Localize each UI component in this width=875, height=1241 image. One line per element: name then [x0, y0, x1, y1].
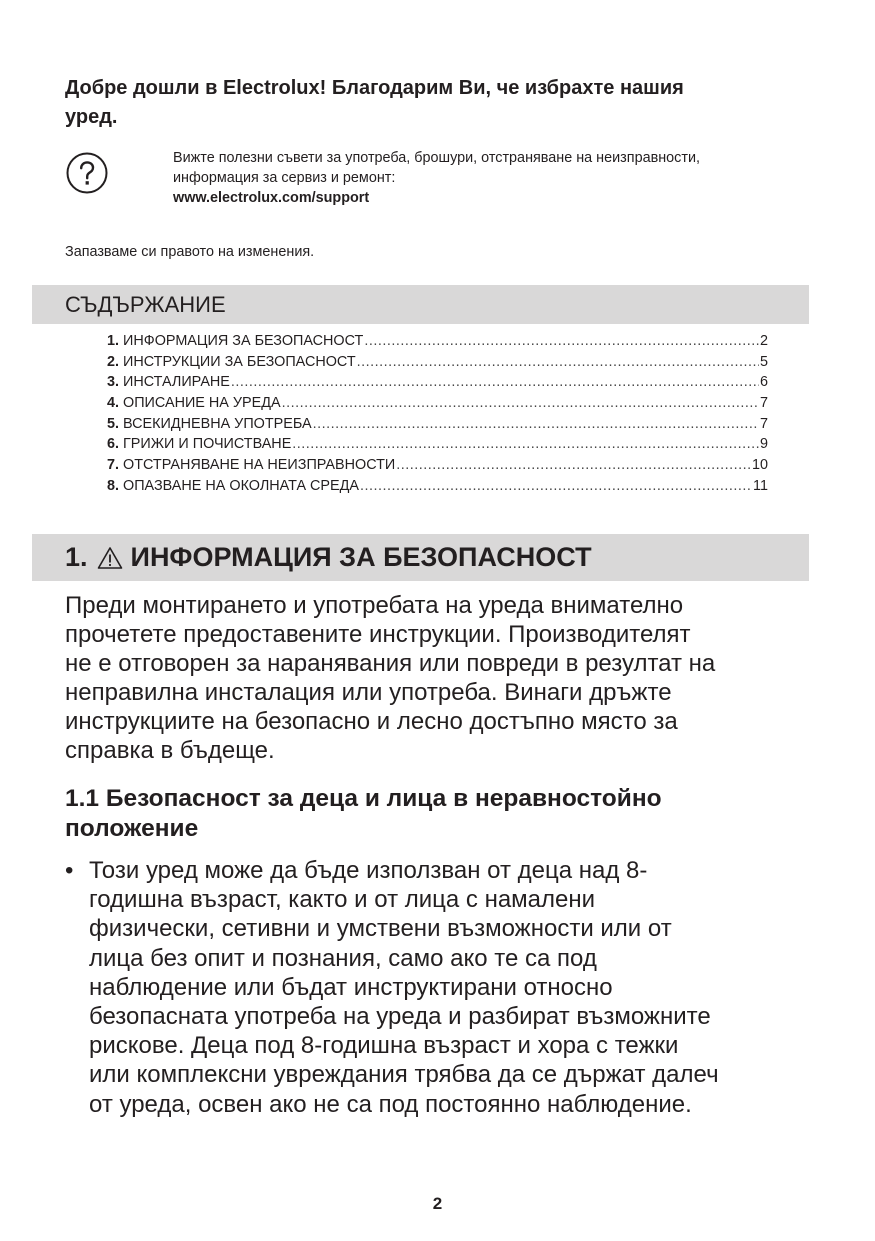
toc-leader-dots — [364, 333, 759, 349]
toc-item-number: 5. — [107, 415, 120, 432]
subsection-title-line: 1.1 Безопасност за деца и лица в неравностойно — [65, 785, 662, 812]
intro-line: справка в бъдеще. — [65, 737, 275, 764]
toc-item-page: 2 — [759, 333, 768, 349]
intro-line: не е отговорен за наранявания или повреди в резултат на — [65, 650, 716, 677]
page-number: 2 — [432, 1194, 443, 1213]
bullet-line: или комплексни увреждания трябва да се държат далеч — [89, 1061, 719, 1089]
toc-item[interactable] — [107, 436, 768, 457]
intro-line: неправилна инсталация или употреба. Винаги дръжте — [65, 679, 672, 706]
toc-item-number: 7. — [107, 457, 120, 474]
section-title — [65, 542, 592, 573]
bullet-text — [89, 856, 719, 1119]
toc-item-label: ОПАЗВАНЕ НА ОКОЛНАТА СРЕДА — [123, 477, 359, 494]
toc-leader-dots — [396, 457, 751, 473]
toc-leader-dots — [282, 395, 759, 411]
toc-item-label: ИНСТАЛИРАНЕ — [123, 374, 230, 391]
intro-line: прочетете предоставените инструкции. Производителят — [65, 621, 691, 648]
intro-line: инструкциите на безопасно и лесно достъпно място за — [65, 708, 678, 735]
toc-item-number: 3. — [107, 374, 120, 391]
welcome-line-1: Добре дошли в Electrolux! Благодарим Ви, че избрахте нашия — [65, 77, 684, 99]
toc-item[interactable] — [107, 395, 768, 416]
toc-item-page: 11 — [753, 477, 768, 494]
toc-item[interactable] — [107, 457, 768, 478]
toc-item-number: 2. — [107, 353, 120, 370]
toc-item[interactable] — [107, 374, 768, 395]
bullet-line: безопасната употреба на уреда и разбират възможните — [89, 1003, 711, 1031]
toc-item-number: 1. — [107, 333, 120, 349]
toc-item-label: ВСЕКИДНЕВНА УПОТРЕБА — [123, 415, 312, 432]
toc-item-page: 5 — [759, 353, 768, 370]
toc-leader-dots — [360, 478, 752, 494]
bullet-line: рискове. Деца под 8-годишна възраст и хора с тежки — [89, 1032, 679, 1060]
toc-item-label: ОТСТРАНЯВАНЕ НА НЕИЗПРАВНОСТИ — [123, 457, 396, 474]
bullet-line: физически, сетивни и умствени възможности или от — [89, 915, 672, 943]
bullet-line: лица без опит и познания, само ако те са под — [89, 944, 597, 972]
bullet-line: Този уред може да бъде използван от деца над 8- — [89, 857, 648, 884]
toc-item-number: 8. — [107, 477, 120, 494]
safety-intro-paragraph — [65, 591, 825, 765]
subsection-title — [65, 784, 825, 844]
toc-item[interactable] — [107, 478, 768, 499]
bullet-line: годишна възраст, както и от лица с намалени — [89, 886, 596, 914]
toc-leader-dots — [357, 354, 759, 370]
toc-item-number: 4. — [107, 395, 120, 412]
welcome-line-2: уред. — [65, 106, 118, 128]
toc-header-bar — [32, 285, 809, 324]
toc-item[interactable] — [107, 354, 768, 375]
support-info — [173, 148, 803, 208]
toc-item-number: 6. — [107, 436, 120, 453]
support-line-2: информация за сервиз и ремонт: — [173, 170, 396, 186]
support-link[interactable]: www.electrolux.com/support — [173, 190, 370, 206]
toc-leader-dots — [292, 436, 759, 452]
reserve-notice: Запазваме си правото на изменения. — [65, 244, 315, 260]
toc-leader-dots — [231, 374, 759, 390]
bullet-marker: • — [65, 857, 74, 884]
support-line-1: Вижте полезни съвети за употреба, брошури, отстраняване на неизправности, — [173, 150, 700, 166]
toc-item-page: 7 — [759, 415, 768, 432]
table-of-contents — [107, 333, 768, 499]
toc-leader-dots — [313, 416, 759, 432]
warning-triangle-icon — [97, 546, 123, 570]
toc-item[interactable] — [107, 416, 768, 437]
bullet-line: наблюдение или бъдат инструктирани относно — [89, 973, 613, 1001]
toc-item[interactable] — [107, 333, 768, 354]
toc-item-label: ГРИЖИ И ПОЧИСТВАНЕ — [123, 436, 292, 453]
section-header-bar — [32, 534, 809, 581]
subsection-title-line: положение — [65, 815, 199, 842]
toc-item-label: ИНФОРМАЦИЯ ЗА БЕЗОПАСНОСТ — [123, 333, 364, 349]
toc-item-page: 10 — [751, 457, 768, 474]
toc-item-page: 6 — [759, 374, 768, 391]
bullet-line: от уреда, освен ако не са под постоянно наблюдение. — [89, 1090, 692, 1118]
toc-title: СЪДЪРЖАНИЕ — [65, 292, 226, 317]
toc-item-page: 7 — [759, 395, 768, 412]
toc-item-label: ИНСТРУКЦИИ ЗА БЕЗОПАСНОСТ — [123, 353, 356, 370]
toc-item-page: 9 — [759, 436, 768, 453]
welcome-heading — [65, 74, 805, 132]
toc-item-label: ОПИСАНИЕ НА УРЕДА — [123, 395, 281, 412]
question-circle-icon — [66, 152, 108, 194]
section-number: 1. — [65, 542, 88, 572]
section-title-text: ИНФОРМАЦИЯ ЗА БЕЗОПАСНОСТ — [130, 542, 592, 572]
intro-line: Преди монтирането и употребата на уреда внимателно — [65, 592, 684, 619]
